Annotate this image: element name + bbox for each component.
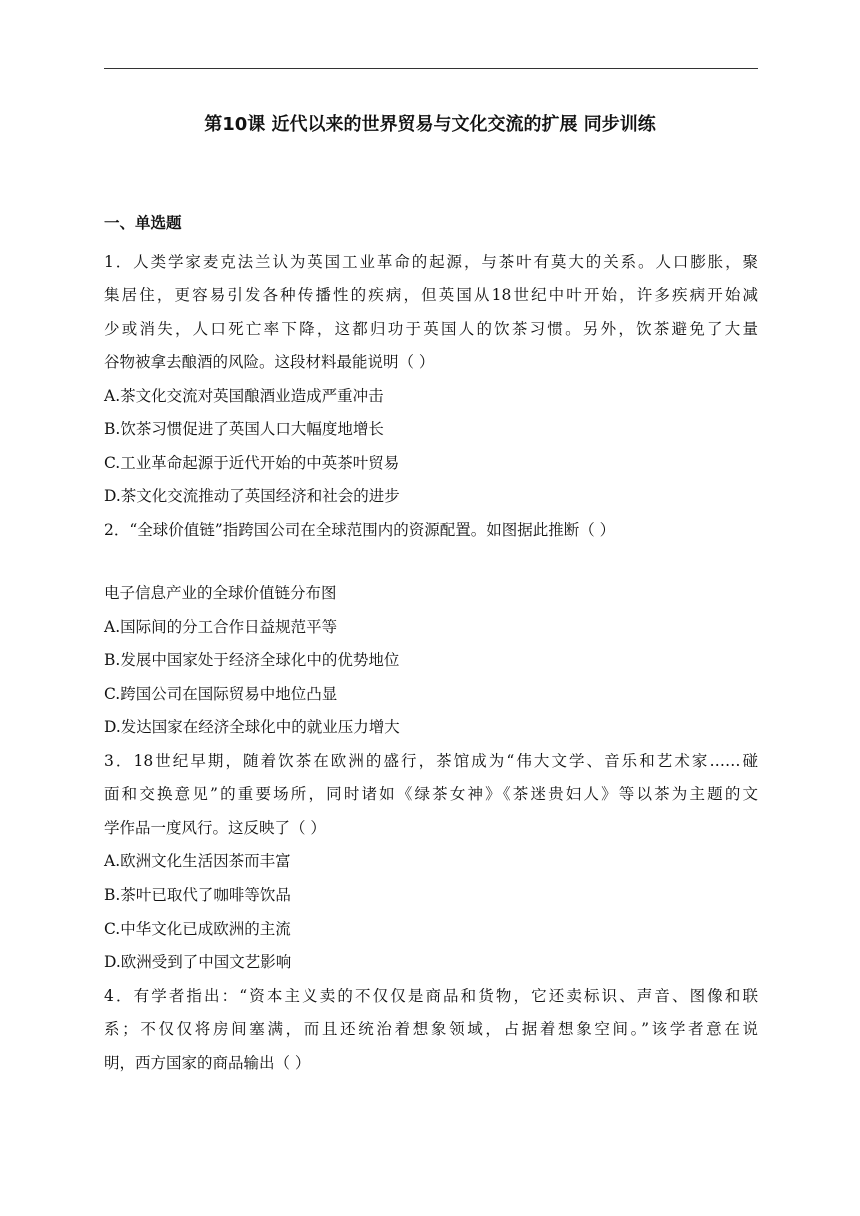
question-3-option-b: B.茶叶已取代了咖啡等饮品 [104, 886, 291, 904]
question-2-option-d: D.发达国家在经济全球化中的就业压力增大 [104, 718, 400, 736]
question-3-option-c: C.中华文化已成欧洲的主流 [104, 920, 291, 938]
document-title: 第10课 近代以来的世界贸易与文化交流的扩展 同步训练 [204, 114, 656, 135]
question-1-stem-line: 少或消失，人口死亡率下降，这都归功于英国人的饮茶习惯。另外，饮茶避免了大量 [104, 320, 758, 338]
question-2-stem-line: 2．“全球价值链”指跨国公司在全球范围内的资源配置。如图据此推断（ ） [104, 521, 616, 539]
question-3-option-d: D.欧洲受到了中国文艺影响 [104, 953, 292, 971]
question-1-option-c: C.工业革命起源于近代开始的中英茶叶贸易 [104, 454, 400, 472]
question-3-option-a: A.欧洲文化生活因茶而丰富 [104, 852, 291, 870]
question-2-option-a: A.国际间的分工合作日益规范平等 [104, 618, 338, 636]
question-1-option-b: B.饮茶习惯促进了英国人口大幅度地增长 [104, 420, 384, 438]
question-2-option-b: B.发展中国家处于经济全球化中的优势地位 [104, 651, 400, 669]
question-4-stem-line: 系；不仅仅将房间塞满，而且还统治着想象领域，占据着想象空间。”该学者意在说 [104, 1020, 758, 1038]
question-2-option-c: C.跨国公司在国际贸易中地位凸显 [104, 685, 338, 703]
question-3-stem-line: 3．18世纪早期，随着饮茶在欧洲的盛行，茶馆成为“伟大文学、音乐和艺术家……碰 [104, 752, 758, 770]
question-3-stem-line: 面和交换意见”的重要场所，同时诸如《绿茶女神》《茶迷贵妇人》等以茶为主题的文 [104, 785, 758, 803]
question-1-option-a: A.茶文化交流对英国酿酒业造成严重冲击 [104, 387, 384, 405]
question-3-stem-line: 学作品一度风行。这反映了（ ） [104, 819, 326, 837]
question-1-stem-line: 1．人类学家麦克法兰认为英国工业革命的起源，与茶叶有莫大的关系。人口膨胀，聚 [104, 253, 758, 271]
question-1-stem-line: 谷物被拿去酿酒的风险。这段材料最能说明（ ） [104, 353, 435, 371]
section-heading: 一、单选题 [104, 214, 182, 232]
header-rule [104, 68, 758, 69]
question-4-stem-line: 明，西方国家的商品输出（ ） [104, 1054, 311, 1072]
question-4-stem-line: 4．有学者指出：“资本主义卖的不仅仅是商品和货物，它还卖标识、声音、图像和联 [104, 987, 758, 1005]
question-1-option-d: D.茶文化交流推动了英国经济和社会的进步 [104, 487, 400, 505]
figure-caption: 电子信息产业的全球价值链分布图 [104, 584, 337, 602]
question-1-stem-line: 集居住，更容易引发各种传播性的疾病，但英国从18世纪中叶开始，许多疾病开始减 [104, 286, 758, 304]
